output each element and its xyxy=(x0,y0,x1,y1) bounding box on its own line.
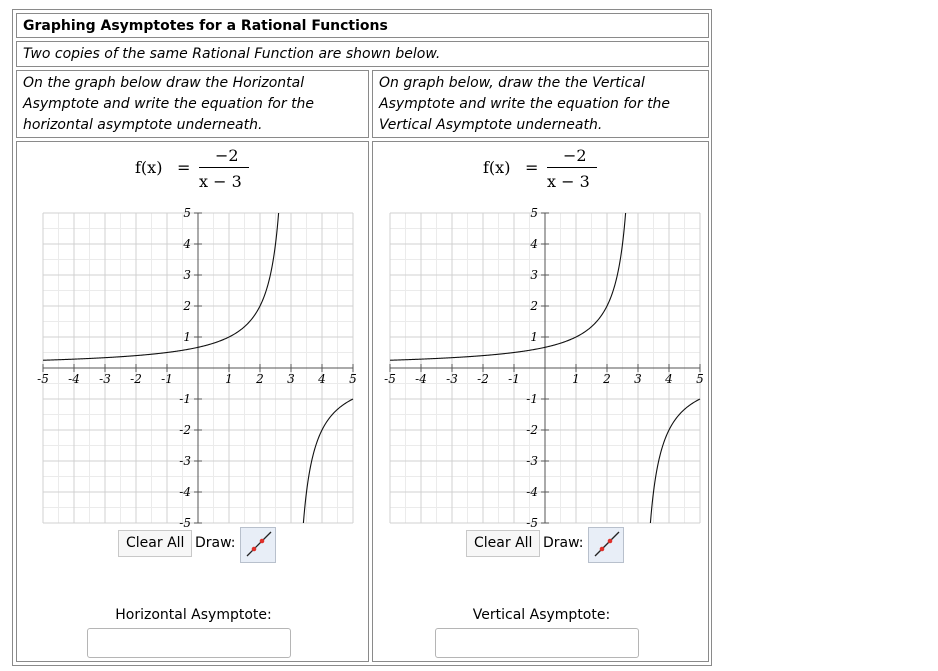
x-tick-label: 1 xyxy=(225,372,233,386)
y-tick-label: -1 xyxy=(179,392,191,406)
x-tick-label: -4 xyxy=(415,372,427,386)
formula-equals: = xyxy=(525,158,539,177)
x-tick-label: -5 xyxy=(37,372,49,386)
x-tick-label: -2 xyxy=(477,372,489,386)
function-curve-left-branch xyxy=(390,213,626,360)
x-tick-label: 5 xyxy=(349,372,357,386)
clear-all-button[interactable]: Clear All xyxy=(466,530,540,557)
horizontal-asymptote-label: Horizontal Asymptote: xyxy=(115,607,272,623)
formula-denominator: x − 3 xyxy=(199,172,242,191)
y-tick-label: 4 xyxy=(183,237,191,251)
y-tick-label: -4 xyxy=(526,485,538,499)
y-tick-label: 5 xyxy=(530,207,538,220)
line-segment-tool-button[interactable] xyxy=(588,527,624,563)
y-tick-label: -2 xyxy=(526,423,538,437)
y-tick-label: -3 xyxy=(179,454,191,468)
x-tick-label: 1 xyxy=(572,372,580,386)
left-instruction: On the graph below draw the Horizontal Asymptote and write the equation for the horizontal asymptote underneath. xyxy=(16,70,369,138)
worksheet-subtitle: Two copies of the same Rational Function are shown below. xyxy=(16,41,709,67)
graph-canvas[interactable] xyxy=(37,207,357,527)
x-tick-label: -2 xyxy=(130,372,142,386)
y-tick-label: -5 xyxy=(179,516,191,527)
draw-label: Draw: xyxy=(195,535,236,551)
worksheet-title: Graphing Asymptotes for a Rational Functions xyxy=(16,13,709,38)
x-tick-label: -1 xyxy=(161,372,173,386)
right-instruction: On graph below, draw the the Vertical Asymptote and write the equation for the Vertical Asymptote underneath. xyxy=(372,70,709,138)
draw-label: Draw: xyxy=(543,535,584,551)
y-tick-label: -2 xyxy=(179,423,191,437)
y-tick-label: 1 xyxy=(530,330,538,344)
formula-lhs: f(x) xyxy=(135,158,163,177)
y-tick-label: 4 xyxy=(530,237,538,251)
vertical-asymptote-label: Vertical Asymptote: xyxy=(472,607,611,623)
y-tick-label: -4 xyxy=(179,485,191,499)
x-tick-label: 5 xyxy=(696,372,704,386)
x-tick-label: 4 xyxy=(318,372,326,386)
x-tick-label: -4 xyxy=(68,372,80,386)
horizontal-asymptote-graph[interactable] xyxy=(37,207,357,527)
y-tick-label: -3 xyxy=(526,454,538,468)
left-panel xyxy=(16,141,369,662)
vertical-asymptote-input[interactable] xyxy=(435,628,639,658)
x-tick-label: 4 xyxy=(665,372,673,386)
formula-numerator: −2 xyxy=(563,146,587,165)
graph-canvas[interactable] xyxy=(384,207,704,527)
horizontal-asymptote-input[interactable] xyxy=(87,628,291,658)
y-tick-label: 2 xyxy=(530,299,538,313)
x-tick-label: -1 xyxy=(508,372,520,386)
x-tick-label: 2 xyxy=(603,372,611,386)
x-tick-label: -3 xyxy=(99,372,111,386)
line-segment-tool-icon xyxy=(241,528,275,562)
formula-numerator: −2 xyxy=(215,146,239,165)
fraction-bar xyxy=(199,167,249,168)
x-tick-label: 3 xyxy=(634,372,642,386)
formula-denominator: x − 3 xyxy=(547,172,590,191)
vertical-asymptote-graph[interactable] xyxy=(384,207,704,527)
y-tick-label: 2 xyxy=(183,299,191,313)
formula-equals: = xyxy=(177,158,191,177)
line-segment-tool-button[interactable] xyxy=(240,527,276,563)
x-tick-label: -5 xyxy=(384,372,396,386)
x-tick-label: 3 xyxy=(287,372,295,386)
y-tick-label: 3 xyxy=(183,268,191,282)
line-segment-tool-icon xyxy=(589,528,623,562)
clear-all-button[interactable]: Clear All xyxy=(118,530,192,557)
right-panel xyxy=(372,141,709,662)
formula-lhs: f(x) xyxy=(483,158,511,177)
x-tick-label: -3 xyxy=(446,372,458,386)
y-tick-label: -5 xyxy=(526,516,538,527)
y-tick-label: 1 xyxy=(183,330,191,344)
fraction-bar xyxy=(547,167,597,168)
y-tick-label: 5 xyxy=(183,207,191,220)
y-tick-label: -1 xyxy=(526,392,538,406)
x-tick-label: 2 xyxy=(256,372,264,386)
function-curve-left-branch xyxy=(43,213,279,360)
y-tick-label: 3 xyxy=(530,268,538,282)
